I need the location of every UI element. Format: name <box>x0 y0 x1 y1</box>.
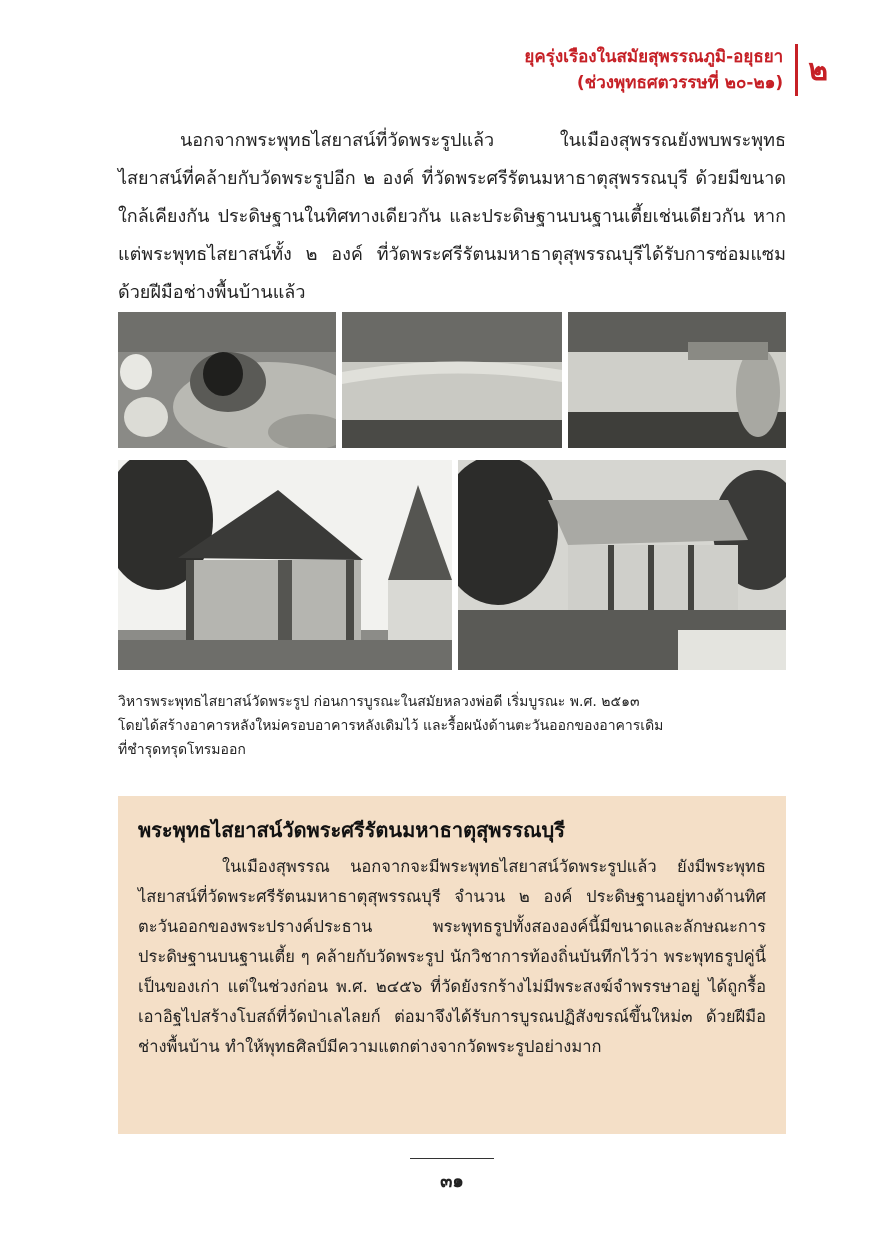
caption-line: โดยได้สร้างอาคารหลังใหม่ครอบอาคารหลังเดิมไว้ และรื้อผนังด้านตะวันออกของอาคารเดิม <box>118 718 664 734</box>
sidebar-box <box>118 796 786 1134</box>
footer-divider <box>410 1158 494 1159</box>
caption-line: วิหารพระพุทธไสยาสน์วัดพระรูป ก่อนการบูรณะในสมัยหลวงพ่อดี เริ่มบูรณะ พ.ศ. ๒๕๑๓ <box>118 694 640 710</box>
chapter-number: ๒ <box>808 52 828 88</box>
box-body: ในเมืองสุพรรณ นอกจากจะมีพระพุทธไสยาสน์วัดพระรูปแล้ว ยังมีพระพุทธไสยาสน์ที่วัดพระศรีรัตนมหาธาตุสุพรรณบุรี จำนวน ๒ องค์ ประดิษฐานอยู่ทางด้านทิศตะวันออกของพระปรางค์ประธาน พระพุทธรูปทั้งสององค์นี้มีขนาดและลักษณะการประดิษฐานบนฐานเตี้ย ๆ คล้ายกับวัดพระรูป นักวิชาการท้องถิ่นบันทึกไว้ว่า พระพุทธรูปคู่นี้เป็นของเก่า แต่ในช่วงก่อน พ.ศ. ๒๔๕๖ ที่วัดยังรกร้างไม่มีพระสงฆ์จำพรรษาอยู่ ได้ถูกรื้อเอาอิฐไปสร้างโบสถ์ที่วัดป่าเลไลยก์ ต่อมาจึงได้รับการบูรณปฏิสังขรณ์ขึ้นใหม่๓ ด้วยฝีมือช่างพื้นบ้าน ทำให้พุทธศิลป์มีความแตกต่างจากวัดพระรูปอย่างมาก <box>138 857 766 1056</box>
box-title: พระพุทธไสยาสน์วัดพระศรีรัตนมหาธาตุสุพรรณบุรี <box>138 818 565 842</box>
photo-statue-feet <box>568 312 786 448</box>
chapter-title-line-2: (ช่วงพุทธศตวรรษที่ ๒๐-๒๑) <box>576 73 784 93</box>
header-divider <box>795 44 798 96</box>
page-header <box>524 44 828 96</box>
intro-paragraph: นอกจากพระพุทธไสยาสน์ที่วัดพระรูปแล้ว ในเมืองสุพรรณยังพบพระพุทธไสยาสน์ที่คล้ายกับวัดพระรูปอีก ๒ องค์ ที่วัดพระศรีรัตนมหาธาตุสุพรรณบุรี ด้วยมีขนาดใกล้เคียงกัน ประดิษฐานในทิศทางเดียวกัน และประดิษฐานบนฐานเตี้ยเช่นเดียวกัน หากแต่พระพุทธไสยาสน์ทั้ง ๒ องค์ ที่วัดพระศรีรัตนมหาธาตุสุพรรณบุรีได้รับการซ่อมแซมด้วยฝีมือช่างพื้นบ้านแล้ว <box>118 130 786 303</box>
chapter-title-line-1: ยุครุ่งเรืองในสมัยสุพรรณภูมิ-อยุธยา <box>524 47 784 67</box>
photo-old-vihara <box>118 460 452 670</box>
chapter-title <box>524 44 783 96</box>
photo-old-building <box>458 460 786 670</box>
caption-line: ที่ชำรุดทรุดโทรมออก <box>118 742 246 758</box>
photo-reclining-buddha-head <box>118 312 336 448</box>
photo-statue-base <box>342 312 562 448</box>
photo-caption <box>118 690 786 762</box>
page-number: ๓๑ <box>440 1171 464 1192</box>
